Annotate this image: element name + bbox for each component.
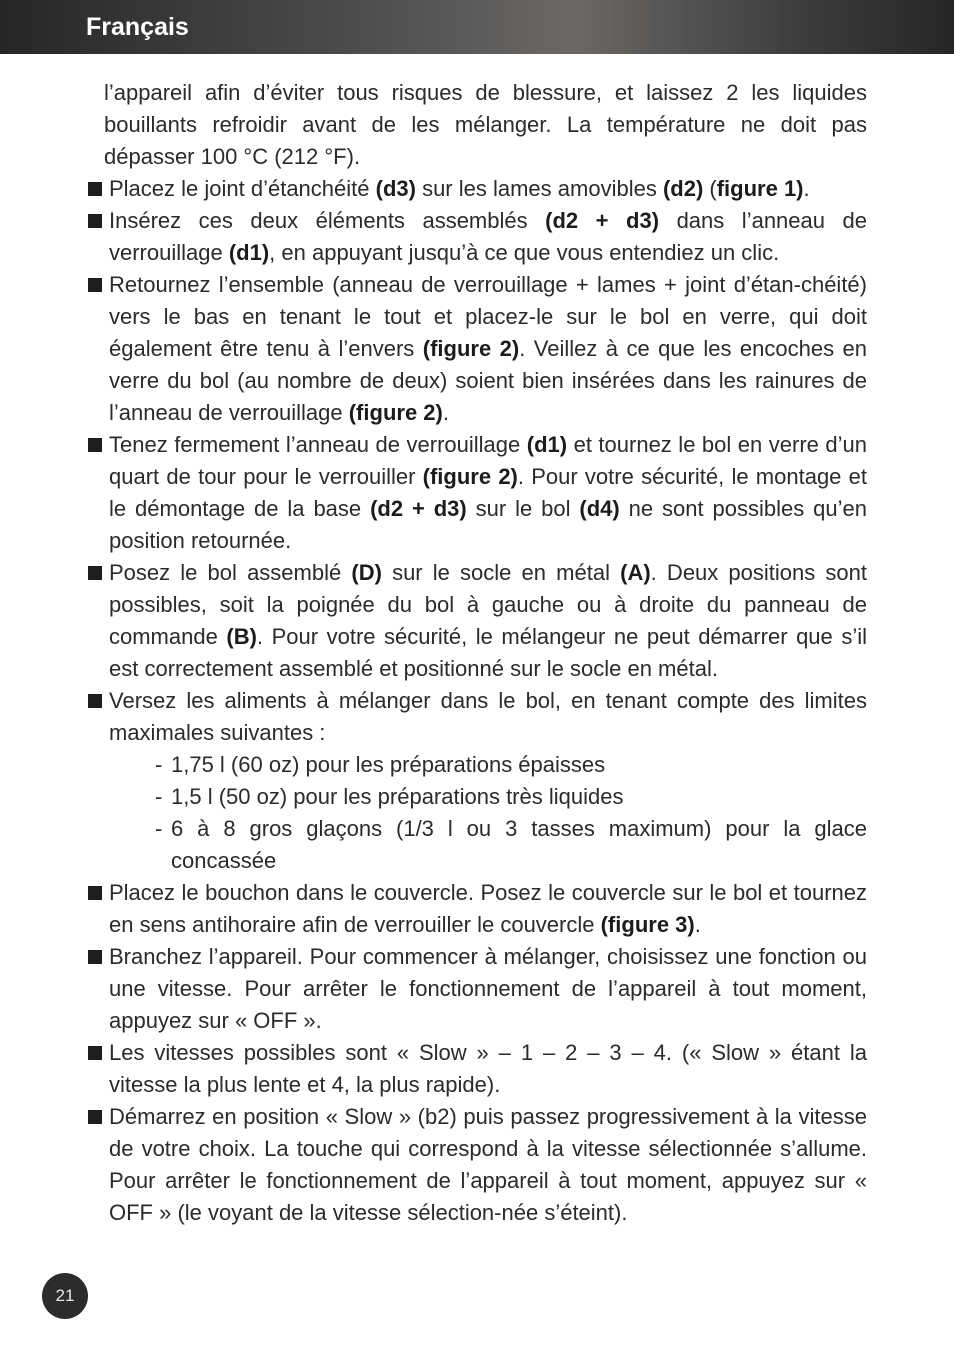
list-item <box>88 1037 867 1101</box>
figure-reference: (figure 2) <box>422 336 520 361</box>
figure-reference: (figure 3) <box>600 912 695 937</box>
page-number: 21 <box>55 1286 75 1305</box>
intro-paragraph: l’appareil afin d’éviter tous risques de blessure, et laissez 2 les liquides bouillants refroidir avant de les mélanger. La température ne doit pas dépasser 100 °C (212 °F). <box>104 80 867 169</box>
figure-reference: figure 1) <box>716 176 804 201</box>
language-title: Français <box>86 13 189 41</box>
item-text: Insérez ces deux éléments assemblés <box>109 208 546 233</box>
figure-reference: (figure 2) <box>348 400 443 425</box>
bullet-square-icon <box>88 694 102 708</box>
list-item <box>88 941 867 1037</box>
limit-text: 1,5 l (50 oz) pour les préparations très liquides <box>171 784 624 809</box>
bullet-square-icon <box>88 1046 102 1060</box>
dash-marker: - <box>155 816 163 841</box>
list-item <box>88 1101 867 1229</box>
item-text: sur le socle en métal <box>381 560 621 585</box>
part-reference: (d2) <box>662 176 704 201</box>
item-text: Placez le bouchon dans le couvercle. Posez le couvercle sur le bol et tournez en sens antihoraire afin de verrouiller le couvercle <box>109 880 867 937</box>
item-text: . <box>694 912 701 937</box>
bullet-square-icon <box>88 278 102 292</box>
item-text: et tournez le bol en verre d’un quart de tour pour le verrouiller <box>109 432 867 489</box>
limit-item <box>88 813 867 877</box>
list-item <box>88 429 867 557</box>
instructions-body <box>88 77 867 1229</box>
item-text: Placez le joint d’étanchéité <box>109 176 376 201</box>
item-text: ne sont possibles qu’en position retournée. <box>109 496 867 553</box>
list-item <box>88 269 867 429</box>
item-text: Versez les aliments à mélanger dans le bol, en tenant compte des limites maximales suivantes : <box>109 688 867 745</box>
bullet-square-icon <box>88 950 102 964</box>
bullet-square-icon <box>88 214 102 228</box>
part-reference: (d1) <box>228 240 270 265</box>
item-text: , en appuyant jusqu’à ce que vous entendiez un clic. <box>269 240 780 265</box>
item-text: Les vitesses possibles sont « Slow » – 1 – 2 – 3 – 4. (« Slow » étant la vitesse la plus lente et 4, la plus rapide). <box>109 1040 867 1097</box>
item-text: Branchez l’appareil. Pour commencer à mélanger, choisissez une fonction ou une vitesse. Pour arrêter le fonctionnement de l’appareil à tout moment, appuyez sur « OFF ». <box>109 944 867 1033</box>
bullet-square-icon <box>88 1110 102 1124</box>
list-item <box>88 685 867 749</box>
part-reference: (d4) <box>579 496 620 521</box>
item-text: Tenez fermement l’anneau de verrouillage <box>109 432 527 457</box>
limit-item <box>88 749 867 781</box>
item-text: . Pour votre sécurité, le mélangeur ne peut démarrer que s’il est correctement assemblé et positionné sur le socle en métal. <box>109 624 867 681</box>
item-text: . <box>442 400 449 425</box>
item-text: Démarrez en position « Slow » (b2) puis passez progressivement à la vitesse de votre choix. La touche qui correspond à la vitesse sélectionnée s’allume. Pour arrêter le fonctionnement de l’appareil à tout moment, appuyez sur « OFF » (le voyant de la vitesse sélection-née s’éteint). <box>109 1104 867 1225</box>
part-reference: (d3) <box>375 176 416 201</box>
item-text: sur le bol <box>466 496 580 521</box>
list-item <box>88 205 867 269</box>
item-text: . Pour votre sécurité, le montage et le démontage de la base <box>109 464 867 521</box>
item-text: . Veillez à ce que les encoches en verre du bol (au nombre de deux) soient bien insérées dans les rainures de l’anneau de verrouillage <box>109 336 867 425</box>
part-reference: (d2 + d3) <box>545 208 660 233</box>
part-reference: (D) <box>351 560 382 585</box>
bullet-square-icon <box>88 438 102 452</box>
item-text: Retournez l’ensemble (anneau de verrouillage + lames + joint d’étan-chéité) vers le bas en tenant le tout et placez-le sur le bol en verre, qui doit également être tenu à l’envers <box>109 272 867 361</box>
part-reference: (B) <box>226 624 257 649</box>
item-text: dans l’anneau de verrouillage <box>109 208 867 265</box>
part-reference: (A) <box>620 560 651 585</box>
item-text: ( <box>703 176 717 201</box>
dash-marker: - <box>155 784 163 809</box>
item-text: . Deux positions sont possibles, soit la poignée du bol à gauche ou à droite du panneau de commande <box>109 560 867 649</box>
item-text: . <box>803 176 810 201</box>
item-text: Posez le bol assemblé <box>109 560 352 585</box>
list-item <box>88 877 867 941</box>
page-header-bar <box>0 0 954 54</box>
list-item <box>88 557 867 685</box>
bullet-square-icon <box>88 886 102 900</box>
bullet-square-icon <box>88 182 102 196</box>
limit-text: 6 à 8 gros glaçons (1/3 l ou 3 tasses maximum) pour la glace concassée <box>171 816 867 873</box>
dash-marker: - <box>155 752 163 777</box>
limit-text: 1,75 l (60 oz) pour les préparations épaisses <box>171 752 606 777</box>
page-number-badge <box>42 1273 88 1319</box>
figure-reference: (figure 2) <box>422 464 518 489</box>
limit-item <box>88 781 867 813</box>
part-reference: (d2 + d3) <box>370 496 467 521</box>
list-item <box>88 173 867 205</box>
item-text: sur les lames amovibles <box>415 176 663 201</box>
part-reference: (d1) <box>526 432 568 457</box>
bullet-square-icon <box>88 566 102 580</box>
